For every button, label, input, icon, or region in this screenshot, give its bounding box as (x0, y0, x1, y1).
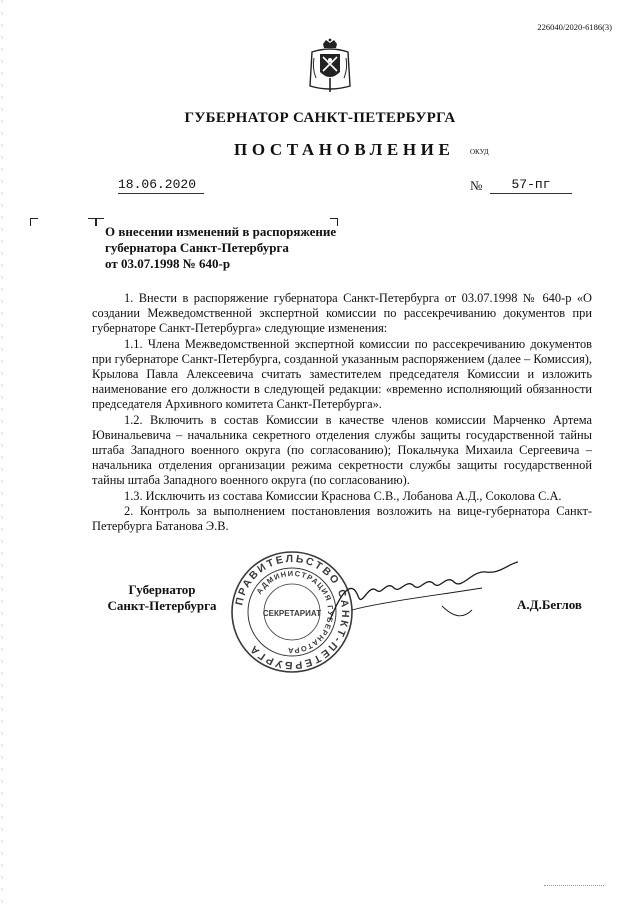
stamp-inner-text: АДМИНИСТРАЦИЯ ГУБЕРНАТОРА (254, 568, 336, 656)
stamp-center-text: СЕКРЕТАРИАТ (262, 609, 322, 618)
okud-label: ОКУД (470, 148, 489, 156)
scan-edge-artifact (0, 0, 8, 905)
document-subject (105, 224, 365, 272)
body-paragraph: 1. Внести в распоряжение губернатора Санкт-Петербурга от 03.07.1998 № 640-р «О создании Межведомственной экспертной комиссии по рассекречиванию документов при губернаторе Санкт-Петербурга» следующие изменения: (92, 291, 592, 336)
bracket-mark (88, 218, 96, 226)
subject-line: О внесении изменений в распоряжение (105, 224, 337, 239)
subject-line: от 03.07.1998 № 640-р (105, 256, 231, 271)
authority-title: ГУБЕРНАТОР САНКТ-ПЕТЕРБУРГА (184, 110, 456, 126)
body-paragraph: 1.3. Исключить из состава Комиссии Краснова С.В., Лобанова А.Д., Соколова С.А. (124, 488, 562, 503)
bracket-mark (30, 218, 38, 226)
document-date: 18.06.2020 (118, 177, 204, 194)
signatory-name: А.Д.Беглов (517, 597, 582, 612)
body-paragraph: 1.1. Члена Межведомственной экспертной комиссии по рассекречиванию документов при губернаторе Санкт-Петербурга, созданной указанным распоряжением (далее – Комиссия), Крылова Павла Алексеевича считать заместителем председателя Комиссии и изложить наименование его должности в следующей редакции: «временно исполняющий обязанности председателя Архивного комитета Санкт-Петербурга». (92, 336, 592, 412)
body-paragraph: 2. Контроль за выполнением постановления возложить на вице-губернатора Санкт-Петербурга Батанова Э.В. (92, 503, 592, 534)
subject-line: губернатора Санкт-Петербурга (105, 240, 289, 255)
document-type-title: ПОСТАНОВЛЕНИЕ (234, 140, 455, 159)
bracket-mark (96, 218, 104, 226)
handwritten-signature (322, 550, 522, 630)
number-sign: № (470, 178, 483, 193)
body-paragraph: 1.2. Включить в состав Комиссии в качестве членов комиссии Марченко Артема Ювинальевича – начальника секретного отделения службы защиты государственной тайны штаба Западного военного округа (по согласованию); Покальчука Михаила Сергеевича – начальника отделения организации режима секретности службы защиты государственной тайны штаба Западного военного округа (по согласованию). (92, 412, 592, 488)
coat-of-arms-icon (306, 38, 354, 94)
stamp-outer-text: ПРАВИТЕЛЬСТВО САНКТ-ПЕТЕРБУРГА (233, 552, 352, 672)
footer-dotted-mark (544, 885, 604, 887)
document-number: 57-пг (490, 177, 572, 194)
document-body (92, 291, 592, 534)
registration-number: 226040/2020-6186(3) (537, 22, 612, 32)
signatory-position-line: Санкт-Петербурга (107, 598, 217, 613)
signatory-position-line: Губернатор (128, 582, 196, 597)
signatory-position (92, 582, 232, 614)
decree-title-row (0, 140, 640, 160)
